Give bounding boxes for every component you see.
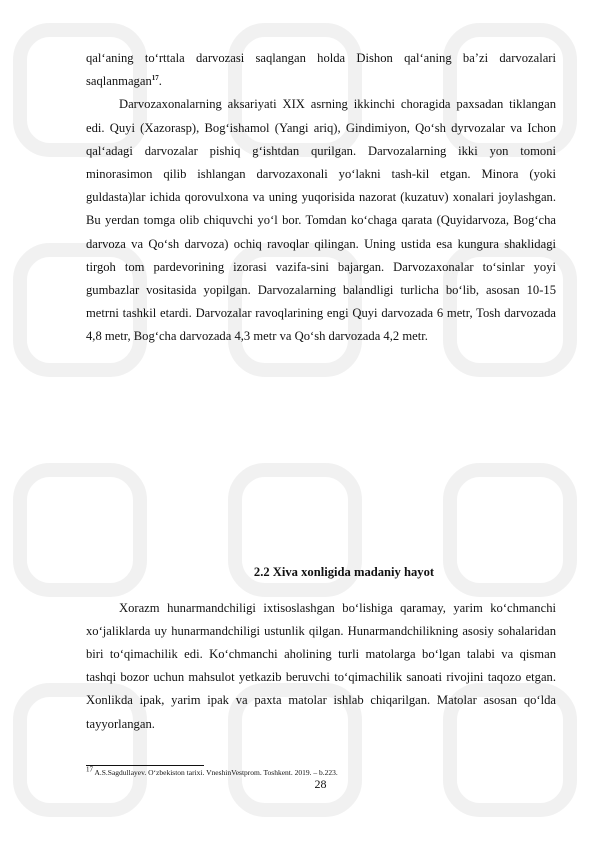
section-body: [86, 584, 556, 748]
footnote-text: A.S.Sagdullayev. O‘zbekiston tarixi. VneshinVestprom. Toshkent. 2019. – b.223.: [93, 768, 338, 777]
footnote-number: 17: [86, 765, 93, 774]
page-number: 28: [314, 777, 327, 791]
footnote-reference[interactable]: 17: [151, 74, 159, 83]
section-heading: 2.2 Xiva xonligida madaniy hayot: [253, 565, 435, 579]
paragraph-1-end: .: [158, 74, 162, 89]
paragraph-1: [86, 47, 556, 93]
page-body: [86, 47, 556, 349]
footnote-divider: [86, 765, 204, 766]
paragraph-3: Xorazm hunarmandchiligi ixtisoslashgan bo‘lishiga qaramay, yarim ko‘chmanchi xo‘jaliklarda uy hunarmandchiligi ustunlik qilgan. Hunarmandchilikning asosiy sohalaridan biri to‘qimachilik edi. Ko‘chmanchi aholining turli matolarga bo‘lgan talabi va qisman tashqi bozor uchun mahsulot yetkazib beruvchi to‘qimachilik sanoati rivojini taqozo etgan. Xonlikda ipak, yarim ipak va paxta matolar ishlab chiqarilgan. Matolar asosan qo‘lda tayyorlangan.: [86, 600, 556, 731]
paragraph-2: Darvozaxonalarning aksariyati XIX asrning ikkinchi choragida paxsadan tiklangan edi. Quyi (Xazorasp), Bog‘ishamol (Yangi ariq), Gindimiyon, Qo‘sh dyrvozalar va Ichon qal‘adagi darvozalar pishiq g‘ishtdan qurilgan. Darvozalarning ikki yon tomoni minorasimon qilib ishlangan darvozaxonali yo‘lakni tash-kil etgan. Minora (yoki guldasta)lar ichida qorovulxona va uning yuqorisida nazorat (kuzatuv) xonalari joylashgan. Bu yerdan tomga olib chiquvchi yo‘l bor. Tomdan ko‘chaga qarata (Quyidarvoza, Bog‘cha darvoza va Qo‘sh darvoza) ochiq ravoqlar qilingan. Uning ustida esa kungura shaklidagi tirgoh tom pardevorining izorasi vazifa-sini bajargan. Darvozaxonalar to‘sinlar yoyi gumbazlar vositasida yopilgan. Darvozalarning balandligi turlicha bo‘lib, asosan 10-15 metrni tashkil etardi. Darvozalar ravoqlarining engi Quyi darvozada 6 metr, Tosh darvozada 4,8 metr, Bog‘cha darvozada 4,3 metr va Qo‘sh darvozada 4,2 metr.: [86, 97, 556, 344]
paragraph-1-text: qal‘aning to‘rttala darvozasi saqlangan holda Dishon qal‘aning ba’zi darvozalari saqlanmagan: [86, 51, 556, 89]
